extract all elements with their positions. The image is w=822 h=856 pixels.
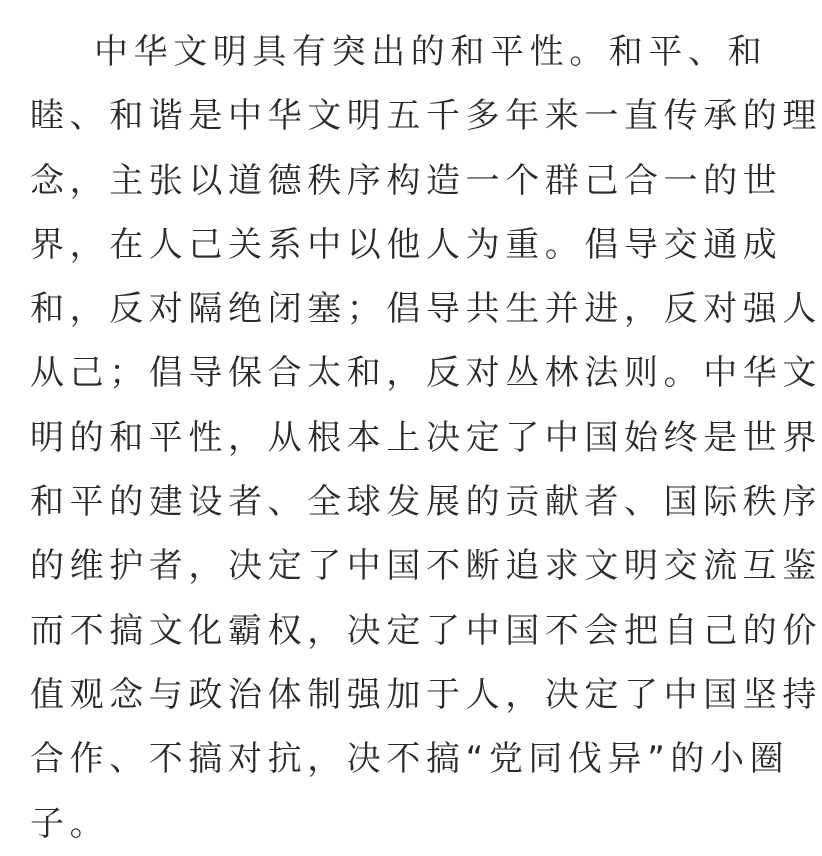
text-line: 的维护者，决定了中国不断追求文明交流互鉴 (30, 546, 822, 587)
text-line: 从己；倡导保合太和，反对丛林法则。中华文 (30, 353, 822, 394)
text-line: 和平的建设者、全球发展的贡献者、国际秩序 (30, 482, 822, 523)
text-line: 中华文明具有突出的和平性。和平、和 (94, 32, 768, 72)
text-line: 合作、不搞对抗，决不搞“党同伐异”的小圈 (30, 739, 790, 780)
text-line: 和，反对隔绝闭塞；倡导共生并进，反对强人 (30, 289, 822, 330)
text-line: 睦、和谐是中华文明五千多年来一直传承的理 (30, 96, 822, 137)
text-line: 值观念与政治体制强加于人，决定了中国坚持 (30, 674, 822, 715)
article-paragraph (30, 20, 822, 856)
text-line: 念，主张以道德秩序构造一个群己合一的世 (30, 160, 783, 201)
text-line: 而不搞文化霸权，决定了中国不会把自己的价 (30, 610, 822, 651)
text-line: 明的和平性，从根本上决定了中国始终是世界 (30, 417, 822, 458)
text-line: 界，在人己关系中以他人为重。倡导交通成 (30, 224, 783, 265)
text-line: 子。 (30, 803, 110, 844)
